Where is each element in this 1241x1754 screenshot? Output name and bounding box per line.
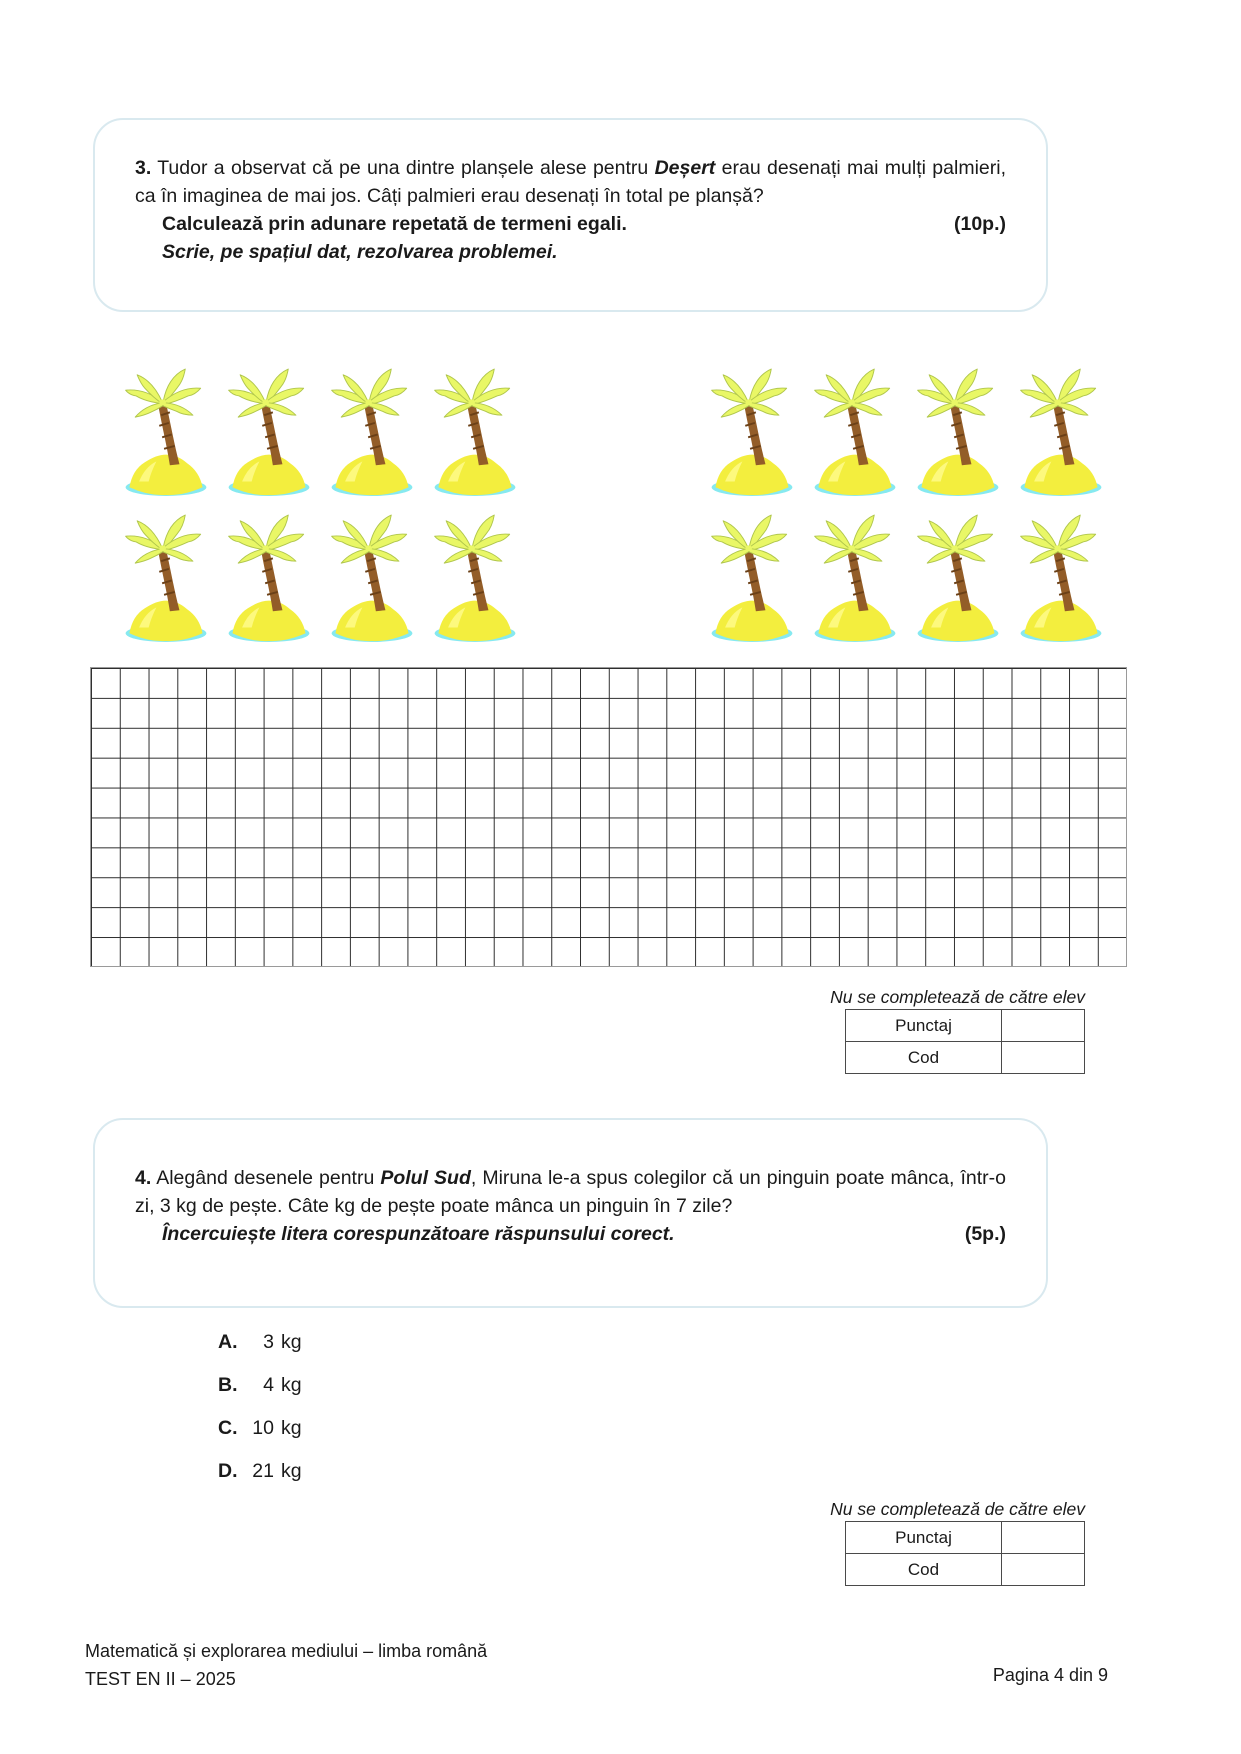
palm-tree-icon — [219, 510, 319, 647]
punctaj-label: Punctaj — [846, 1522, 1002, 1554]
palm-tree-illustration — [1009, 508, 1112, 647]
option-a-unit: kg — [281, 1331, 302, 1353]
answer-options — [218, 1331, 302, 1503]
palm-tree-illustration — [423, 508, 526, 647]
palm-tree-icon — [805, 510, 905, 647]
table-row — [846, 1554, 1085, 1586]
palm-group-right — [700, 362, 1112, 647]
option-b-letter: B. — [218, 1374, 238, 1396]
cod-value — [1002, 1554, 1085, 1586]
table-row — [846, 1010, 1085, 1042]
palm-tree-illustration — [803, 508, 906, 647]
question-3-instruction: Calculează prin adunare repetată de termeni egali. — [162, 213, 627, 235]
palm-tree-icon — [116, 364, 216, 501]
cod-label: Cod — [846, 1554, 1002, 1586]
punctaj-value — [1002, 1522, 1085, 1554]
punctaj-label: Punctaj — [846, 1010, 1002, 1042]
palm-tree-illustration — [114, 508, 217, 647]
question-4-instruction-row — [135, 1220, 1006, 1248]
question-4-points: (5p.) — [964, 1223, 1006, 1245]
question-4-text — [135, 1164, 1006, 1220]
palm-tree-illustration — [906, 362, 1009, 501]
palm-tree-illustration — [700, 508, 803, 647]
palm-tree-illustration — [423, 362, 526, 501]
question-3-points: (10p.) — [953, 213, 1006, 235]
palm-tree-icon — [908, 510, 1008, 647]
footer-subject: Matematică și explorarea mediului – limba română — [85, 1641, 488, 1661]
option-b-number: 4 — [263, 1374, 274, 1396]
option-c — [218, 1417, 302, 1460]
question-4-lead: Alegând desenele pentru — [151, 1167, 381, 1189]
score-table — [845, 1009, 1085, 1074]
palm-tree-illustration — [114, 362, 217, 501]
answer-writing-grid — [90, 667, 1127, 967]
palm-tree-icon — [702, 364, 802, 501]
score-note: Nu se completează de către elev — [830, 987, 1085, 1007]
option-b-unit: kg — [281, 1374, 302, 1396]
question-3-write-instruction: Scrie, pe spațiul dat, rezolvarea problemei. — [162, 241, 558, 263]
cod-label: Cod — [846, 1042, 1002, 1074]
palm-tree-illustration — [906, 508, 1009, 647]
question-3-instruction-row — [135, 210, 1006, 238]
palm-tree-illustration — [217, 362, 320, 501]
palm-tree-icon — [1011, 364, 1111, 501]
score-table — [845, 1521, 1085, 1586]
question-4-topic: Polul Sud — [380, 1167, 471, 1189]
question-4-box — [93, 1118, 1048, 1308]
palm-tree-icon — [805, 364, 905, 501]
palm-tree-illustration — [320, 362, 423, 501]
option-b — [218, 1374, 302, 1417]
question-3-topic: Deșert — [654, 157, 716, 179]
option-d-number: 21 — [252, 1460, 274, 1482]
footer-page-number: Pagina 4 din 9 — [992, 1665, 1108, 1685]
question-4-number: 4. — [135, 1167, 152, 1189]
option-a-letter: A. — [218, 1331, 238, 1353]
question-3-tail: erau desenați mai mulți palmieri, ca în imaginea de mai jos. Câți palmieri erau desenați în total pe planșă? — [135, 157, 1006, 207]
question-3-lead: Tudor a observat că pe una dintre planșele alese pentru — [151, 157, 655, 179]
palm-tree-illustration — [803, 362, 906, 501]
table-row — [846, 1042, 1085, 1074]
palm-tree-icon — [702, 510, 802, 647]
option-d-letter: D. — [218, 1460, 238, 1482]
palm-tree-icon — [116, 510, 216, 647]
punctaj-value — [1002, 1010, 1085, 1042]
question-3-text — [135, 154, 1006, 210]
palm-group-left — [114, 362, 526, 647]
palm-tree-icon — [908, 364, 1008, 501]
option-a-number: 3 — [263, 1331, 274, 1353]
question-3-box — [93, 118, 1048, 312]
table-row — [846, 1522, 1085, 1554]
footer-test-id: TEST EN II – 2025 — [85, 1669, 236, 1689]
palm-tree-illustration — [700, 362, 803, 501]
cod-value — [1002, 1042, 1085, 1074]
question-4-tail: , Miruna le-a spus colegilor că un pinguin poate mânca, într-o zi, 3 kg de pește. Câte kg de pește poate mânca un pinguin în 7 zile? — [135, 1167, 1006, 1217]
score-note: Nu se completează de către elev — [830, 1499, 1085, 1519]
option-c-number: 10 — [252, 1417, 274, 1439]
palm-tree-icon — [219, 364, 319, 501]
option-c-letter: C. — [218, 1417, 238, 1439]
question-3-number: 3. — [135, 157, 152, 179]
option-a — [218, 1331, 302, 1374]
score-block-q3 — [648, 986, 1085, 1074]
palm-tree-illustration — [217, 508, 320, 647]
palm-tree-icon — [425, 510, 525, 647]
palm-tree-icon — [425, 364, 525, 501]
palm-tree-illustration — [320, 508, 423, 647]
footer-left — [85, 1637, 487, 1693]
score-block-q4 — [648, 1498, 1085, 1586]
option-c-unit: kg — [281, 1417, 302, 1439]
palm-tree-illustration — [1009, 362, 1112, 501]
option-d — [218, 1460, 302, 1503]
option-d-unit: kg — [281, 1460, 302, 1482]
palm-tree-icon — [322, 510, 422, 647]
question-4-instruction: Încercuiește litera corespunzătoare răspunsului corect. — [162, 1223, 675, 1245]
palm-tree-icon — [322, 364, 422, 501]
palm-tree-icon — [1011, 510, 1111, 647]
